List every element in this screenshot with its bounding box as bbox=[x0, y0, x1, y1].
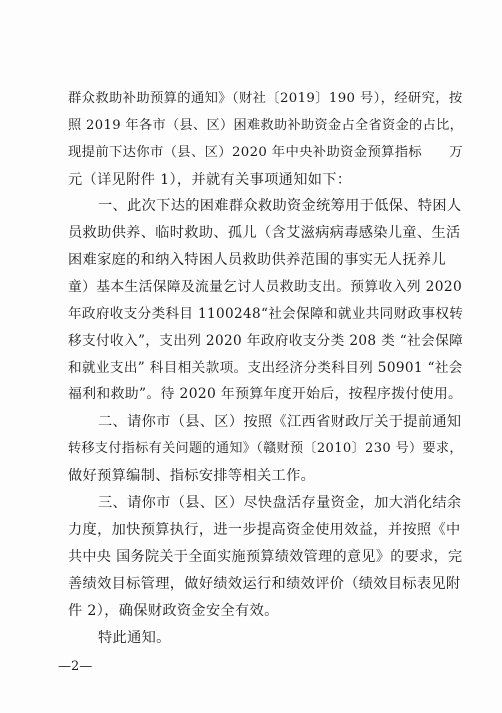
text-line: 元（详见附件 1），并就有关事项通知如下： bbox=[68, 172, 352, 188]
text-line: 童）基本生活保障及流量乞讨人员救助支出。预算收入列 2020 bbox=[68, 279, 463, 295]
text-line: 力度，加快预算执行，进一步提高资金使用效益，并按照《中 bbox=[68, 522, 461, 538]
text-line: 群众救助补助预算的通知》（财社〔2019〕190 号），经研究，按 bbox=[68, 91, 463, 106]
text-line: 共中央 国务院关于全面实施预算绩效管理的意见》的要求，完 bbox=[68, 549, 463, 565]
paragraph-2-start: 二、请你市（县、区）按照《江西省财政厅关于提前通知 bbox=[98, 414, 462, 430]
text-line: 件 2），确保财政资金安全有效。 bbox=[68, 603, 279, 619]
text-line: 现提前下达你市（县、区）2020 年中央补助资金预算指标 万 bbox=[68, 145, 464, 160]
text-line: 福利和救助”。待 2020 年预算年度开始后，按程序拨付使用。 bbox=[68, 386, 463, 402]
paragraph-3-start: 三、请你市（县、区）尽快盘活存量资金，加大消化结余 bbox=[98, 495, 462, 511]
closing-notice: 特此通知。 bbox=[98, 630, 171, 646]
text-line: 照 2019 年各市（县、区）困难救助补助资金占全省资金的占比， bbox=[68, 118, 464, 133]
text-line: 善绩效目标管理，做好绩效运行和绩效评价（绩效目标表见附 bbox=[68, 576, 461, 592]
text-line: 和就业支出” 科目相关款项。支出经济分类科目列 50901 “社会 bbox=[68, 360, 463, 376]
paragraph-1-start: 一、此次下达的困难群众救助资金统筹用于低保、特困人 bbox=[98, 198, 462, 214]
text-line: 困难家庭的和纳入特困人员救助供养范围的事实无人抚养儿 bbox=[68, 252, 446, 268]
text-line: 做好预算编制、指标安排等相关工作。 bbox=[68, 468, 316, 484]
text-line: 移支付收入”，支出列 2020 年政府收支分类 208 类 “社会保障 bbox=[68, 333, 464, 349]
text-line: 转移支付指标有关问题的通知》（赣财预〔2010〕230 号）要求， bbox=[68, 441, 463, 456]
text-line: 员救助供养、临时救助、孤儿（含艾滋病病毒感染儿童、生活 bbox=[68, 225, 461, 241]
page-number: —2— bbox=[58, 659, 93, 674]
text-line: 年政府收支分类科目 1100248“社会保障和就业共同财政事权转 bbox=[68, 306, 464, 322]
